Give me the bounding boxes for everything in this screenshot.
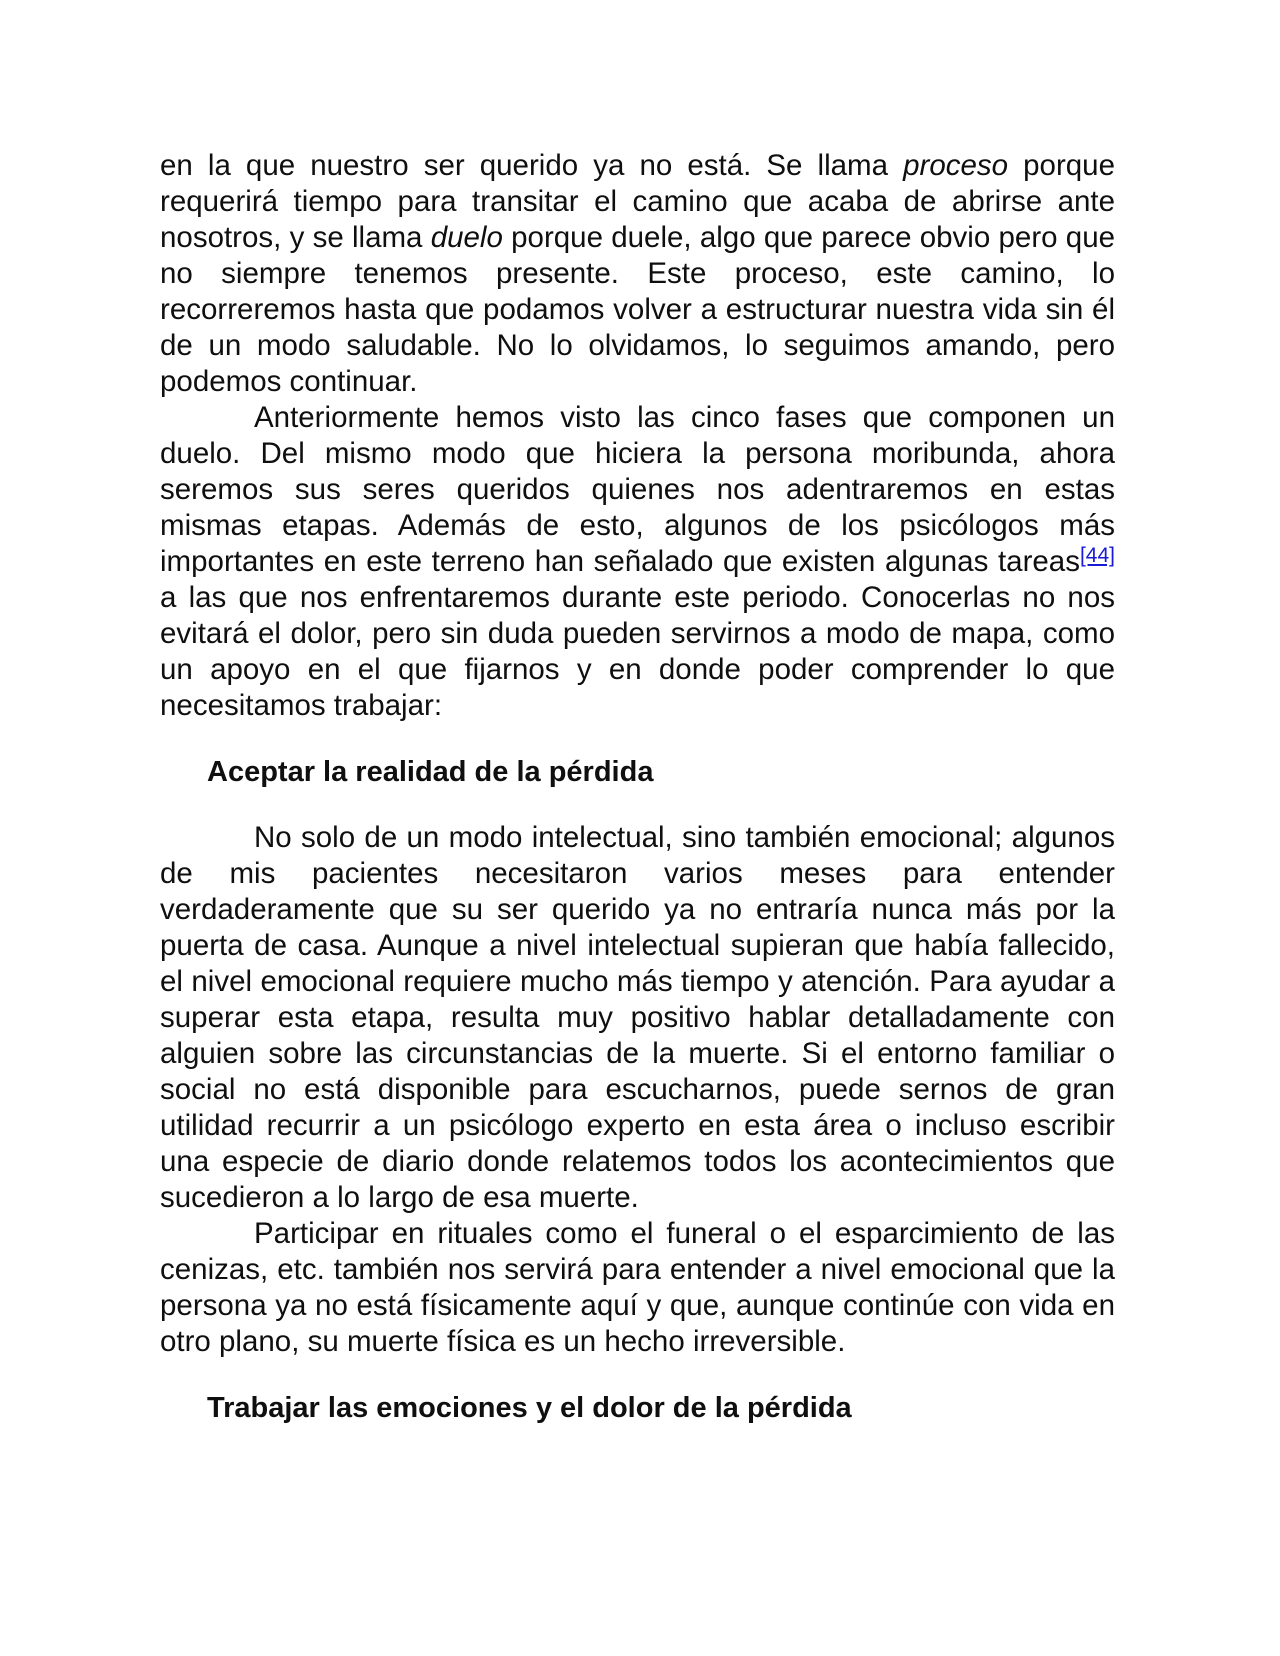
section-heading-aceptar: Aceptar la realidad de la pérdida: [207, 756, 654, 788]
footnote-link-44[interactable]: [44]: [1079, 544, 1115, 567]
paragraph-text: en la que nuestro ser querido ya no está. Se llama: [160, 149, 904, 182]
paragraph-text: a las que nos enfrentaremos durante este periodo. Conocerlas no nos evitará el dolor, pero sin duda pueden servirnos a modo de mapa, como un apoyo en el que fijarnos y en donde poder comprender lo que necesitamos trabajar:: [160, 581, 1115, 722]
paragraph-text: Anteriormente hemos visto las cinco fases que componen un duelo. Del mismo modo que hiciera la persona moribunda, ahora seremos sus seres queridos quienes nos adentraremos en estas mismas etapas. Además de esto, algunos de los psicólogos más importantes en este terreno han señalado que existen algunas tareas: [160, 401, 1115, 578]
paragraph-aceptar-body: No solo de un modo intelectual, sino también emocional; algunos de mis pacientes necesitaron varios meses para entender verdaderamente que su ser querido ya no entraría nunca más por la puerta de casa. Aunque a nivel intelectual supieran que había fallecido, el nivel emocional requiere mucho más tiempo y atención. Para ayudar a superar esta etapa, resulta muy positivo hablar detalladamente con alguien sobre las circunstancias de la muerte. Si el entorno familiar o social no está disponible para escucharnos, puede sernos de gran utilidad recurrir a un psicólogo experto en esta área o incluso escribir una especie de diario donde relatemos todos los acontecimientos que sucedieron a lo largo de esa muerte.: [160, 821, 1115, 1214]
paragraph-text: porque requerirá tiempo para transitar el camino que acaba de abrirse ante nosotros, y se llama: [160, 149, 1115, 254]
section-heading-trabajar: Trabajar las emociones y el dolor de la pérdida: [207, 1392, 852, 1424]
paragraph-text: porque duele, algo que parece obvio pero que no siempre tenemos presente. Este proceso, este camino, lo recorreremos hasta que podamos volver a estructurar nuestra vida sin él de un modo saludable. No lo olvidamos, lo seguimos amando, pero podemos continuar.: [160, 221, 1116, 398]
paragraph-tasks-intro: [160, 400, 1115, 724]
page-body: [160, 148, 1115, 1426]
paragraph-continuation: [160, 148, 1115, 400]
paragraph-rituales: Participar en rituales como el funeral o el esparcimiento de las cenizas, etc. también nos servirá para entender a nivel emocional que la persona ya no está físicamente aquí y que, aunque continúe con vida en otro plano, su muerte física es un hecho irreversible.: [160, 1217, 1115, 1358]
emphasis-proceso: proceso: [903, 149, 1009, 182]
emphasis-duelo: duelo: [430, 221, 503, 254]
